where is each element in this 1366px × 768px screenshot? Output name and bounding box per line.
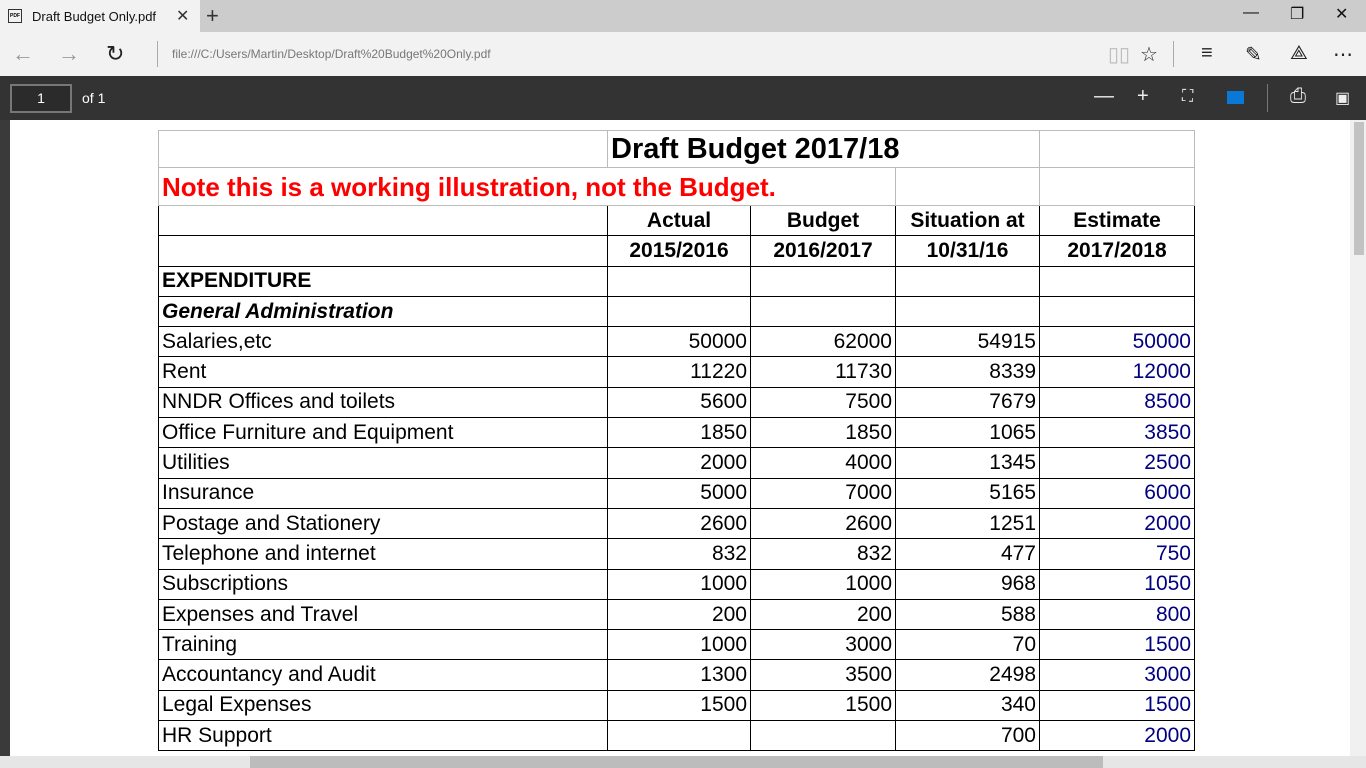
- table-row: [159, 660, 1195, 690]
- actual-value: 50000: [608, 327, 751, 357]
- close-window-button[interactable]: ✕: [1335, 6, 1349, 23]
- situation-value: 7679: [896, 387, 1040, 417]
- estimate-value: 3000: [1040, 660, 1195, 690]
- budget-value: 1500: [751, 690, 896, 720]
- tab-title: Draft Budget Only.pdf: [32, 8, 157, 24]
- estimate-value: 2000: [1040, 721, 1195, 751]
- row-label: Salaries,etc: [159, 327, 608, 357]
- situation-value: 477: [896, 539, 1040, 569]
- pdf-icon: PDF: [8, 9, 22, 23]
- tab-draft-budget[interactable]: [0, 0, 200, 32]
- row-label: Expenses and Travel: [159, 599, 608, 629]
- table-row: [159, 448, 1195, 478]
- row-label: Postage and Stationery: [159, 508, 608, 538]
- fit-width-icon[interactable]: [1227, 91, 1244, 104]
- budget-value: 3000: [751, 630, 896, 660]
- reading-view-icon[interactable]: ▯▯: [1108, 44, 1131, 66]
- actual-value: 2600: [608, 508, 751, 538]
- budget-value: 11730: [751, 357, 896, 387]
- refresh-button[interactable]: ↻: [106, 41, 125, 66]
- page-number-input[interactable]: 1: [10, 84, 72, 113]
- budget-value: 1850: [751, 418, 896, 448]
- new-tab-button[interactable]: +: [206, 3, 219, 28]
- estimate-value: 1500: [1040, 630, 1195, 660]
- hub-icon[interactable]: ≡: [1201, 42, 1213, 64]
- actual-value: 1500: [608, 690, 751, 720]
- actual-value: [608, 721, 751, 751]
- budget-value: 3500: [751, 660, 896, 690]
- row-label: Telephone and internet: [159, 539, 608, 569]
- page-count: of 1: [82, 90, 106, 106]
- table-row: [159, 569, 1195, 599]
- situation-value: 2498: [896, 660, 1040, 690]
- situation-value: 70: [896, 630, 1040, 660]
- situation-value: 1065: [896, 418, 1040, 448]
- vertical-scroll-thumb[interactable]: [1354, 122, 1364, 255]
- favorite-star-icon[interactable]: ☆: [1140, 44, 1158, 66]
- zoom-out-icon[interactable]: —: [1094, 85, 1114, 107]
- estimate-value: 750: [1040, 539, 1195, 569]
- col-header: Budget: [751, 206, 896, 236]
- print-icon[interactable]: ⎙: [1290, 85, 1306, 107]
- share-icon[interactable]: ⟁: [1290, 42, 1308, 64]
- estimate-value: 1050: [1040, 569, 1195, 599]
- table-row: [159, 721, 1195, 751]
- row-label: Utilities: [159, 448, 608, 478]
- address-bar: [0, 32, 1366, 76]
- zoom-in-icon[interactable]: +: [1137, 85, 1149, 107]
- budget-value: 1000: [751, 569, 896, 599]
- minimize-button[interactable]: —: [1243, 4, 1259, 21]
- subsection-heading: General Administration: [159, 296, 608, 326]
- save-icon[interactable]: ▣: [1335, 90, 1351, 107]
- row-label: Legal Expenses: [159, 690, 608, 720]
- actual-value: 1300: [608, 660, 751, 690]
- doc-note: Note this is a working illustration, not the Budget.: [159, 168, 896, 206]
- table-row: [159, 418, 1195, 448]
- table-row: [159, 539, 1195, 569]
- budget-value: 4000: [751, 448, 896, 478]
- tab-bar: [0, 0, 1366, 32]
- estimate-value: 1500: [1040, 690, 1195, 720]
- table-row: [159, 690, 1195, 720]
- doc-title: Draft Budget 2017/18: [608, 131, 1040, 168]
- row-label: HR Support: [159, 721, 608, 751]
- situation-value: 8339: [896, 357, 1040, 387]
- budget-value: 832: [751, 539, 896, 569]
- estimate-value: 3850: [1040, 418, 1195, 448]
- budget-value: 7500: [751, 387, 896, 417]
- actual-value: 1000: [608, 569, 751, 599]
- row-label: Rent: [159, 357, 608, 387]
- situation-value: 588: [896, 599, 1040, 629]
- budget-value: 200: [751, 599, 896, 629]
- situation-value: 700: [896, 721, 1040, 751]
- row-label: Office Furniture and Equipment: [159, 418, 608, 448]
- actual-value: 11220: [608, 357, 751, 387]
- budget-table: [158, 130, 1195, 751]
- actual-value: 200: [608, 599, 751, 629]
- col-header: 2015/2016: [608, 236, 751, 266]
- row-label: NNDR Offices and toilets: [159, 387, 608, 417]
- situation-value: 340: [896, 690, 1040, 720]
- situation-value: 968: [896, 569, 1040, 599]
- col-header: Estimate: [1040, 206, 1195, 236]
- budget-value: 62000: [751, 327, 896, 357]
- actual-value: 832: [608, 539, 751, 569]
- estimate-value: 800: [1040, 599, 1195, 629]
- table-row: [159, 387, 1195, 417]
- restore-button[interactable]: ❐: [1290, 6, 1305, 23]
- pdf-toolbar: [0, 76, 1366, 120]
- row-label: Accountancy and Audit: [159, 660, 608, 690]
- actual-value: 5000: [608, 478, 751, 508]
- col-header: 2016/2017: [751, 236, 896, 266]
- col-header: 10/31/16: [896, 236, 1040, 266]
- col-header: Actual: [608, 206, 751, 236]
- section-heading: EXPENDITURE: [159, 266, 608, 296]
- estimate-value: 2500: [1040, 448, 1195, 478]
- back-button[interactable]: ←: [12, 41, 34, 66]
- url-field[interactable]: file:///C:/Users/Martin/Desktop/Draft%20Budget%20Only.pdf: [172, 47, 491, 61]
- estimate-value: 6000: [1040, 478, 1195, 508]
- close-tab-icon[interactable]: ✕: [176, 8, 190, 25]
- web-note-icon[interactable]: ✎: [1245, 44, 1262, 66]
- actual-value: 5600: [608, 387, 751, 417]
- forward-button[interactable]: →: [58, 41, 80, 66]
- budget-value: [751, 721, 896, 751]
- table-row: [159, 599, 1195, 629]
- budget-value: 7000: [751, 478, 896, 508]
- estimate-value: 8500: [1040, 387, 1195, 417]
- actual-value: 1000: [608, 630, 751, 660]
- actual-value: 1850: [608, 418, 751, 448]
- row-label: Insurance: [159, 478, 608, 508]
- actual-value: 2000: [608, 448, 751, 478]
- budget-value: 2600: [751, 508, 896, 538]
- fit-page-icon[interactable]: ⛶: [1182, 88, 1194, 105]
- table-row: [159, 508, 1195, 538]
- table-row: [159, 327, 1195, 357]
- row-label: Training: [159, 630, 608, 660]
- situation-value: 1345: [896, 448, 1040, 478]
- col-header: Situation at: [896, 206, 1040, 236]
- situation-value: 54915: [896, 327, 1040, 357]
- estimate-value: 50000: [1040, 327, 1195, 357]
- estimate-value: 12000: [1040, 357, 1195, 387]
- vertical-scrollbar[interactable]: [1350, 120, 1366, 756]
- table-row: [159, 357, 1195, 387]
- col-header: 2017/2018: [1040, 236, 1195, 266]
- estimate-value: 2000: [1040, 508, 1195, 538]
- pdf-page: [10, 120, 1350, 756]
- table-row: [159, 478, 1195, 508]
- horizontal-scrollbar[interactable]: [0, 756, 1366, 768]
- situation-value: 1251: [896, 508, 1040, 538]
- row-label: Subscriptions: [159, 569, 608, 599]
- more-icon[interactable]: ⋯: [1333, 44, 1353, 66]
- pdf-viewer: [0, 120, 1366, 768]
- horizontal-scroll-thumb[interactable]: [250, 756, 1103, 768]
- table-row: [159, 630, 1195, 660]
- situation-value: 5165: [896, 478, 1040, 508]
